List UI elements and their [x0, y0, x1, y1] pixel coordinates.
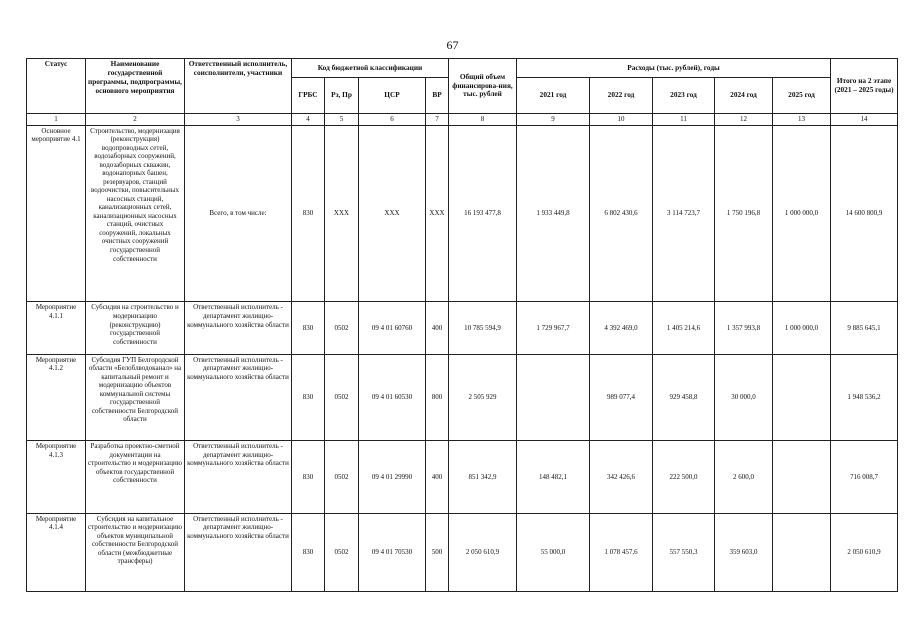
row-2022: 342 426,6 [590, 441, 653, 513]
row-2025 [773, 513, 831, 591]
table-row [27, 441, 898, 513]
col-number: 3 [185, 114, 292, 126]
row-csr: 09 4 01 60760 [359, 302, 426, 354]
row-stage-total: 2 050 610,9 [831, 513, 898, 591]
row-rzpr: 0502 [325, 441, 359, 513]
row-2025 [773, 441, 831, 513]
row-csr: XXX [359, 125, 426, 302]
row-rzpr: 0502 [325, 513, 359, 591]
row-stage-total: 716 008,7 [831, 441, 898, 513]
row-total: 2 505 929 [449, 354, 517, 440]
row-2021: 1 729 967,7 [517, 302, 590, 354]
row-executor: Ответственный исполнитель - департамент жилищно-коммунального хозяйства области [185, 302, 292, 354]
row-executor: Всего, в том числе: [185, 125, 292, 302]
row-2024: 1 750 196,8 [715, 125, 773, 302]
row-vr: 500 [426, 513, 449, 591]
table-row [27, 513, 898, 591]
row-status: Мероприятие 4.1.3 [27, 441, 86, 513]
row-name: Субсидия на строительство и модернизацию (реконструкцию) государственной собственности [86, 302, 185, 354]
row-rzpr: XXX [325, 125, 359, 302]
row-csr: 09 4 01 60530 [359, 354, 426, 440]
col-number: 8 [449, 114, 517, 126]
col-number: 2 [86, 114, 185, 126]
row-executor: Ответственный исполнитель - департамент жилищно-коммунального хозяйства области [185, 441, 292, 513]
col-number: 9 [517, 114, 590, 126]
row-2023: 1 405 214,6 [653, 302, 715, 354]
col-number: 5 [325, 114, 359, 126]
header-2024: 2024 год [715, 78, 773, 114]
row-status: Мероприятие 4.1.2 [27, 354, 86, 440]
row-total: 851 342,9 [449, 441, 517, 513]
row-2021: 55 000,0 [517, 513, 590, 591]
row-grbs: 830 [292, 354, 325, 440]
row-2025: 1 000 000,0 [773, 302, 831, 354]
header-budget-code: Код бюджетной классификации [292, 59, 449, 78]
row-stage-total: 9 885 645,1 [831, 302, 898, 354]
row-stage-total: 1 948 536,2 [831, 354, 898, 440]
header-name: Наименование государственной программы, подпрограммы, основного мероприятия [86, 59, 185, 114]
row-2023: 3 114 723,7 [653, 125, 715, 302]
row-name: Строительство, модернизация (реконструкция) водопроводных сетей, водозаборных сооружений, водозаборных скважин, водонапорных башен, резервуаров, станций водоочистки, повысительных насосных станций, канализационных сетей, канализационных насосных станций, очистных сооружений, локальных очистных сооружений государственной собственности [86, 125, 185, 302]
row-2023: 929 458,8 [653, 354, 715, 440]
header-total: Общий объем финансирова-ния, тыс. рублей [449, 59, 517, 114]
row-status: Мероприятие 4.1.4 [27, 513, 86, 591]
row-vr: XXX [426, 125, 449, 302]
header-expenses: Расходы (тыс. рублей), годы [517, 59, 831, 78]
budget-table [26, 58, 898, 592]
row-total: 10 785 594,9 [449, 302, 517, 354]
header-vr: ВР [426, 78, 449, 114]
row-2022: 6 802 430,6 [590, 125, 653, 302]
row-total: 16 193 477,8 [449, 125, 517, 302]
col-number: 13 [773, 114, 831, 126]
header-2025: 2025 год [773, 78, 831, 114]
row-name: Субсидия ГУП Белгородской области «Белоблводоканал» на капитальный ремонт и модернизацию объектов коммунальной системы государственной собственности Белгородской области [86, 354, 185, 440]
row-2024: 2 600,0 [715, 441, 773, 513]
row-2023: 222 500,0 [653, 441, 715, 513]
header-rzpr: Рз, Пр [325, 78, 359, 114]
row-2025 [773, 354, 831, 440]
header-executor: Ответственный исполнитель, соисполнители, участники [185, 59, 292, 114]
row-2023: 557 550,3 [653, 513, 715, 591]
row-rzpr: 0502 [325, 354, 359, 440]
row-total: 2 050 610,9 [449, 513, 517, 591]
row-2024: 1 357 993,8 [715, 302, 773, 354]
row-name: Субсидия на капитальное строительство и модернизацию объектов муниципальной собственности Белгородской области (межбюджетные трансферы) [86, 513, 185, 591]
row-2022: 989 077,4 [590, 354, 653, 440]
col-number: 6 [359, 114, 426, 126]
header-grbs: ГРБС [292, 78, 325, 114]
row-vr: 800 [426, 354, 449, 440]
header-csr: ЦСР [359, 78, 426, 114]
row-stage-total: 14 600 800,9 [831, 125, 898, 302]
row-grbs: 830 [292, 441, 325, 513]
row-2024: 30 000,0 [715, 354, 773, 440]
row-grbs: 830 [292, 302, 325, 354]
col-number: 7 [426, 114, 449, 126]
row-2024: 359 603,0 [715, 513, 773, 591]
row-status: Основное мероприятие 4.1 [27, 125, 86, 302]
row-grbs: 830 [292, 125, 325, 302]
header-2023: 2023 год [653, 78, 715, 114]
table-row [27, 302, 898, 354]
row-csr: 09 4 01 70530 [359, 513, 426, 591]
row-csr: 09 4 01 29990 [359, 441, 426, 513]
col-number: 1 [27, 114, 86, 126]
header-stage-total: Итого на 2 этапе (2021 – 2025 годы) [831, 59, 898, 114]
header-2022: 2022 год [590, 78, 653, 114]
page-number: 67 [446, 38, 459, 52]
col-number: 12 [715, 114, 773, 126]
row-2025: 1 000 000,0 [773, 125, 831, 302]
row-grbs: 830 [292, 513, 325, 591]
row-executor: Ответственный исполнитель - департамент жилищно-коммунального хозяйства области [185, 513, 292, 591]
row-status: Мероприятие 4.1.1 [27, 302, 86, 354]
table-row [27, 125, 898, 302]
row-2021 [517, 354, 590, 440]
row-2021: 148 482,1 [517, 441, 590, 513]
row-name: Разработка проектно-сметной документации на строительство и модернизацию объектов государственной собственности [86, 441, 185, 513]
row-2022: 4 392 469,0 [590, 302, 653, 354]
row-vr: 400 [426, 441, 449, 513]
col-number: 10 [590, 114, 653, 126]
col-number: 14 [831, 114, 898, 126]
col-number: 11 [653, 114, 715, 126]
row-rzpr: 0502 [325, 302, 359, 354]
table-row [27, 354, 898, 440]
row-executor: Ответственный исполнитель - департамент жилищно-коммунального хозяйства области [185, 354, 292, 440]
row-2021: 1 933 449,8 [517, 125, 590, 302]
col-number: 4 [292, 114, 325, 126]
header-status: Статус [27, 59, 86, 114]
header-2021: 2021 год [517, 78, 590, 114]
row-vr: 400 [426, 302, 449, 354]
row-2022: 1 078 457,6 [590, 513, 653, 591]
